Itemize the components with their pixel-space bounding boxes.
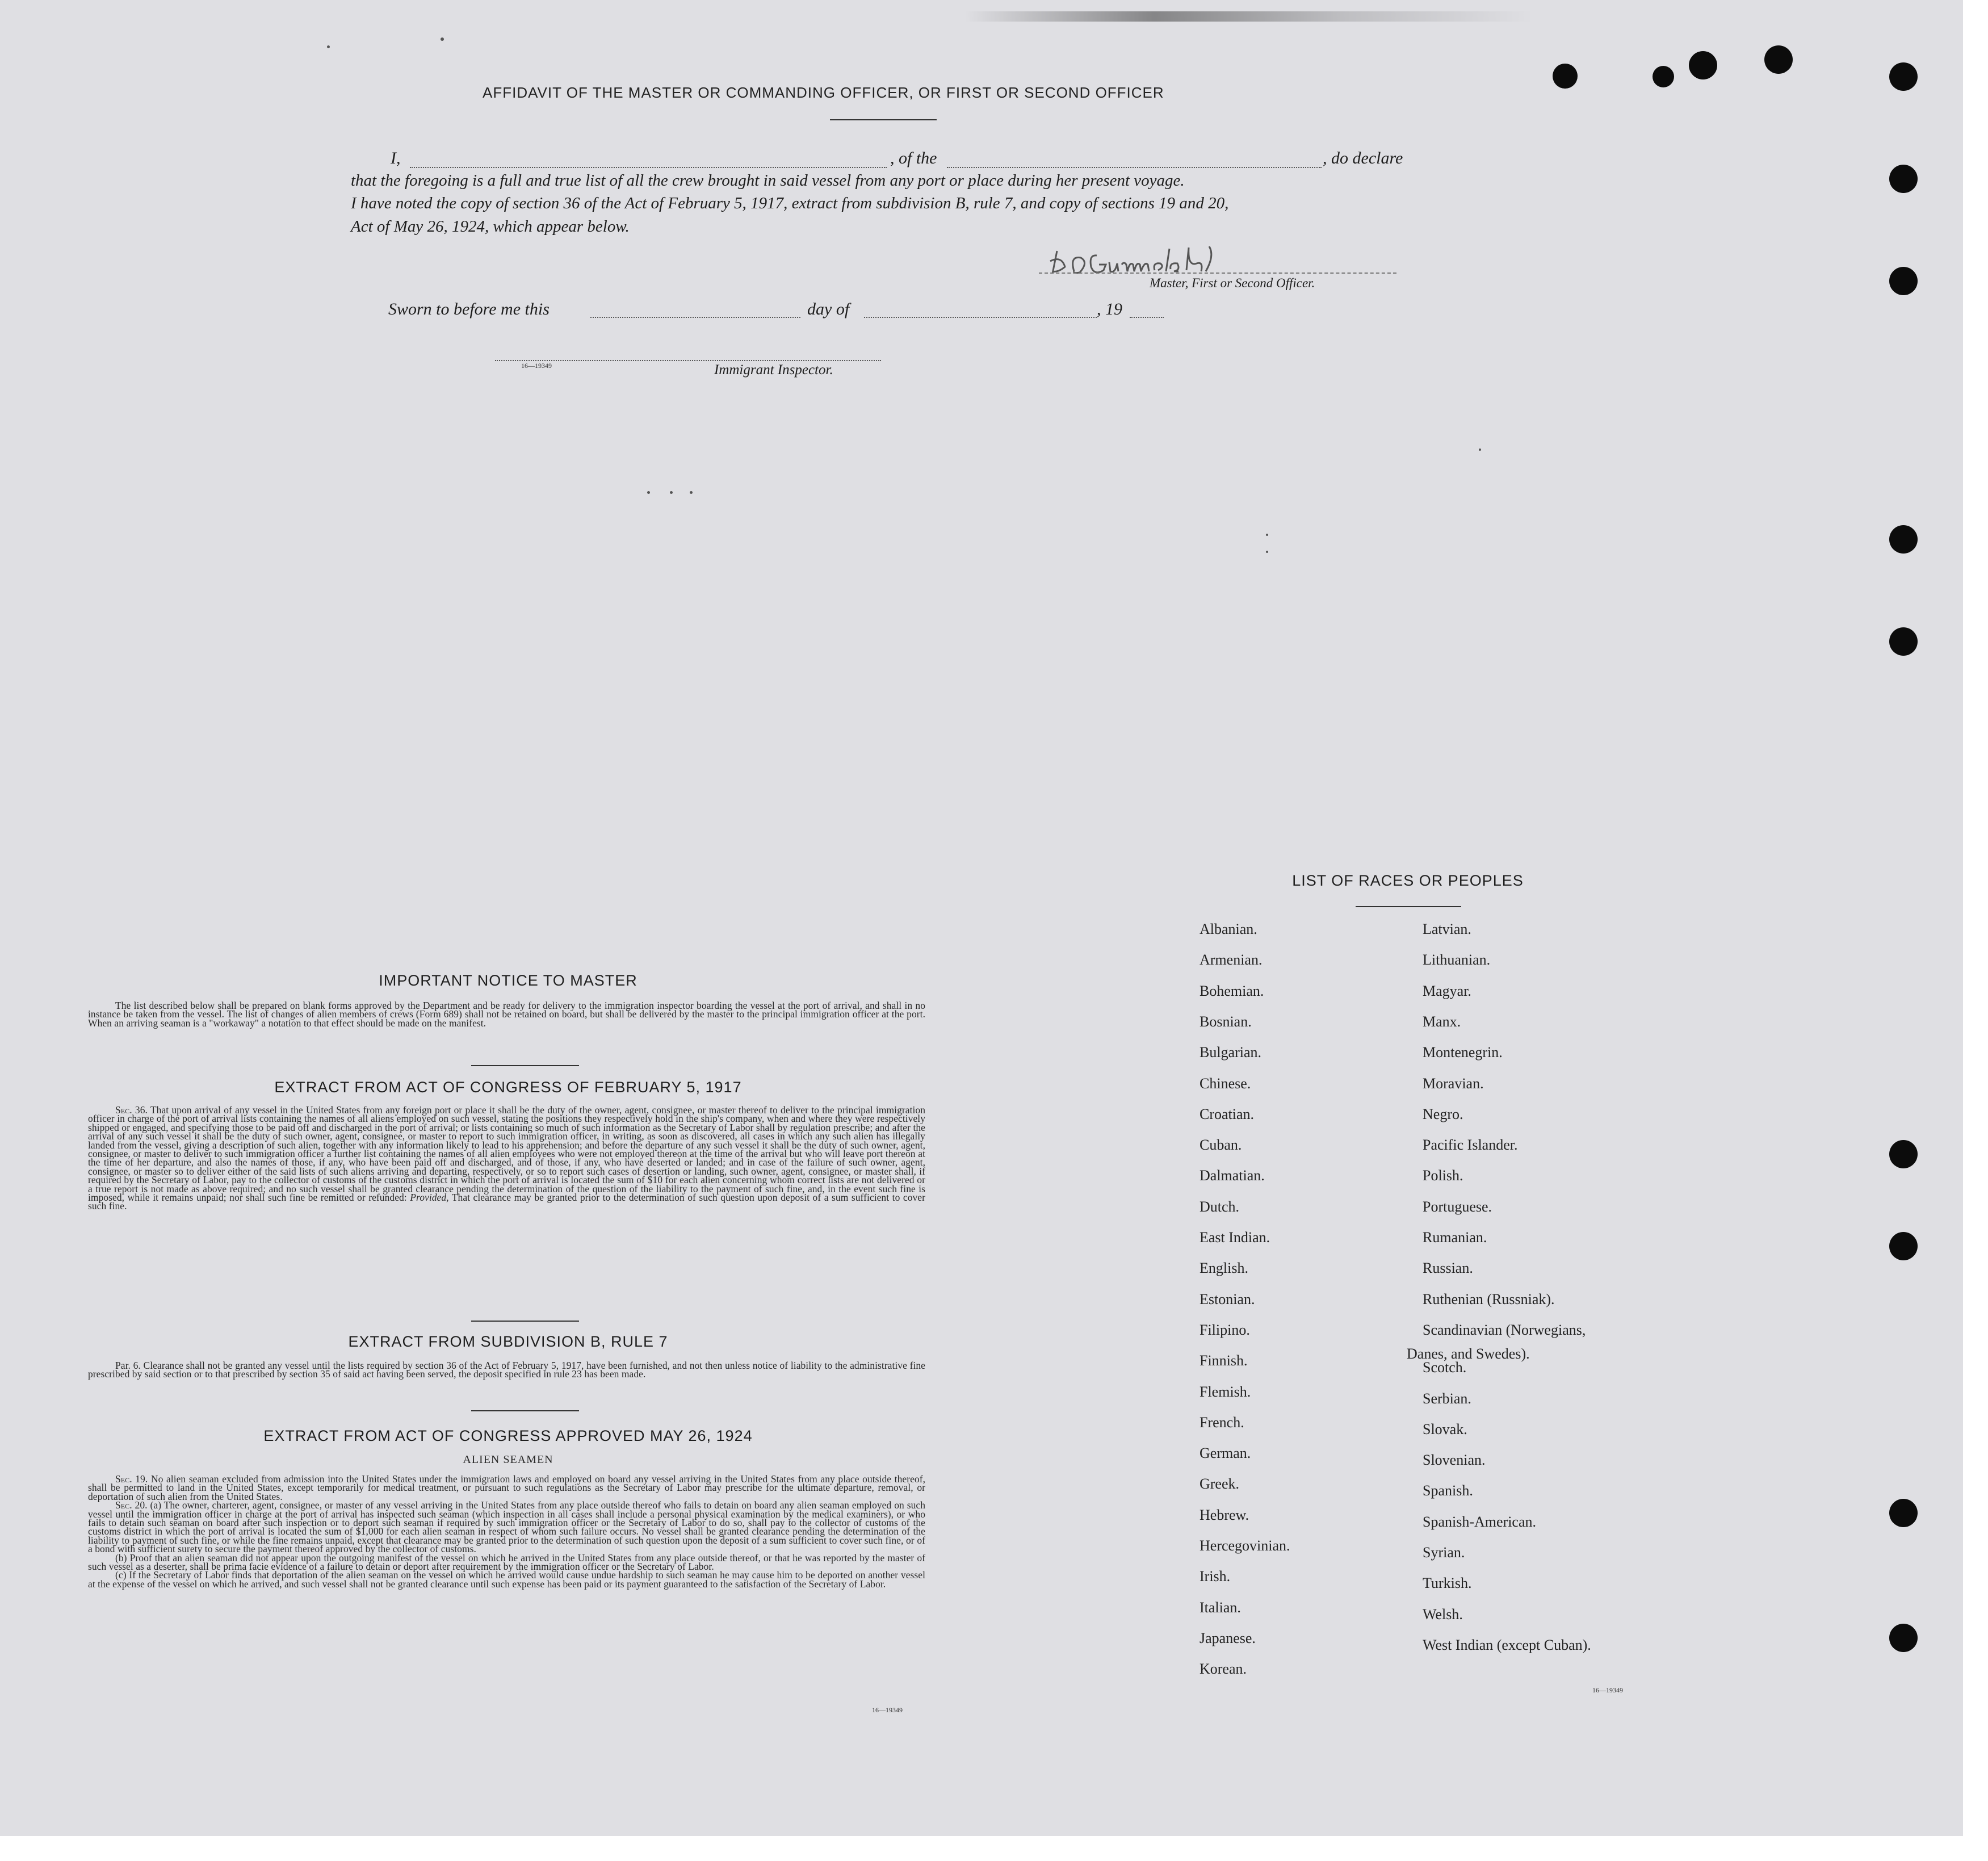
punch-hole (1889, 525, 1918, 554)
title-divider (830, 119, 937, 120)
race-item: Croatian. (1199, 1105, 1255, 1122)
scan-speck (1266, 551, 1268, 553)
race-item: Hercegovinian. (1199, 1537, 1290, 1554)
race-item: French. (1199, 1414, 1244, 1431)
proviso-text: That clearance may be granted prior to the determination of such question upon deposit of a sum sufficient to cover such fine. (88, 1192, 925, 1212)
inspector-caption: Immigrant Inspector. (714, 362, 833, 378)
race-item: Filipino. (1199, 1321, 1250, 1338)
scan-speck (690, 491, 693, 494)
year-label: , 19 (1097, 300, 1122, 318)
extract-form-number: 16—19349 (872, 1706, 903, 1714)
race-item: Hebrew. (1199, 1506, 1249, 1523)
affidavit-of-the-label: , of the (890, 149, 937, 167)
race-item: Pacific Islander. (1423, 1137, 1518, 1154)
section-divider (471, 1321, 579, 1322)
race-item: East Indian. (1199, 1229, 1270, 1246)
race-item: Bosnian. (1199, 1013, 1252, 1030)
day-of-label: day of (807, 300, 850, 318)
rule-7-text (88, 1361, 925, 1379)
sworn-label: Sworn to before me this (388, 300, 550, 318)
affidavit-declare-label: , do declare (1323, 149, 1403, 167)
rule-7-content: Par. 6. Clearance shall not be granted any vessel until the lists required by section 36 of the Act of February 5, 1917, have been furnished, and not then unless notice of liability to the administrative fine prescribed by said section or to that prescribed by section 35 of said act having been served, the deposit specified in rule 23 has been made. (88, 1360, 925, 1380)
sec-20-label: Sec. 20. (115, 1499, 148, 1511)
race-item: Japanese. (1199, 1629, 1256, 1646)
scan-speck (670, 491, 673, 494)
race-item: Spanish. (1423, 1482, 1473, 1499)
punch-hole (1889, 165, 1918, 193)
scan-edge-streak (965, 11, 1533, 22)
alien-seamen-subheading: ALIEN SEAMEN (463, 1453, 553, 1466)
affidavit-i-label: I, (391, 149, 401, 167)
punch-hole (1653, 66, 1674, 87)
scan-speck (647, 491, 650, 494)
race-item: Magyar. (1423, 982, 1471, 999)
race-item: Greek. (1199, 1476, 1240, 1493)
race-item: Dalmatian. (1199, 1167, 1265, 1184)
punch-hole (1764, 45, 1793, 74)
race-item: Latvian. (1423, 921, 1471, 937)
race-item: Bulgarian. (1199, 1044, 1262, 1061)
races-divider (1356, 906, 1461, 907)
race-item: Estonian. (1199, 1290, 1255, 1307)
sec-36-text: That upon arrival of any vessel in the United States from any foreign port or place it shall be the duty of the owner, agent, consignee, or master thereof to deliver to the principal immigration officer in charge of the port of arrival lists containing the names of all aliens employed on such vessel, stating the positions they respectively hold in the ship's company, when and where they were respectively shipped or engaged, and specifying those to be paid off and discharged in the port of arrival; or lists containing so much of such information as the Secretary of Labor shall by regulation prescribe; and after the arrival of any such vessel it shall be the duty of such owner, agent, consignee, or master to report to such immigration officer, in writing, as soon as discovered, all cases in which any such alien has illegally landed from the vessel, giving a description of such alien, together with any information likely to lead to his apprehension; and before the departure of any such vessel it shall be the duty of such owner, agent, consignee, or master to deliver to such immigration officer a further list containing the names of all alien employees who were not employed thereon at the time of the arrival but who will leave port thereon at the time of her departure, and also the names of those, if any, who have been paid off and discharged, and of those, if any, who have deserted or landed; and in case of the failure of such owner, agent, consignee, or master so to deliver either of the said lists of such aliens arriving and departing, respectively, or so to report such cases of desertion or landing, such owner, agent, consignee, or master shall, if required by the Secretary of Labor, pay to the collector of customs of the customs district in which the port of arrival is located the sum of $10 for each alien concerning whom correct lists are not delivered or a true report is not made as above required; and no such vessel shall be granted clearance pending the determination of the question of the liability to the payment of such fine, and, in the event such fine is imposed, while it remains unpaid; nor shall such fine be remitted or refunded: (88, 1104, 926, 1204)
scan-speck (1479, 449, 1481, 451)
race-item: Flemish. (1199, 1383, 1251, 1400)
section-divider (471, 1410, 579, 1411)
inspector-signature-line (495, 360, 881, 361)
section-divider (471, 1065, 579, 1066)
punch-hole (1889, 1624, 1918, 1652)
race-item: Russian. (1423, 1260, 1473, 1277)
sworn-month-blank (864, 317, 1097, 318)
race-item: Scotch. (1423, 1359, 1467, 1376)
race-item: Negro. (1423, 1105, 1463, 1122)
sec-19-text: No alien seaman excluded from admission into the United States under the immigration laws and employed on board any vessel arriving in the United States from any place outside thereof, shall be permitted to land in the United States, except temporarily for medical treatment, or pursuant to such regulations as the Secretary of Labor may prescribe for the ultimate departure, removal, or deportation of such alien from the United States. (88, 1473, 925, 1502)
race-item: Polish. (1423, 1167, 1463, 1184)
race-item: Slovenian. (1423, 1452, 1486, 1469)
affidavit-line-3: I have noted the copy of section 36 of the Act of February 5, 1917, extract from subdivision B, rule 7, and copy of sections 19 and 20, (351, 194, 1229, 212)
race-item: West Indian (except Cuban). (1423, 1636, 1591, 1653)
race-item: Spanish-American. (1423, 1513, 1537, 1530)
race-item: Manx. (1423, 1013, 1461, 1030)
punch-hole (1889, 1499, 1918, 1527)
punch-hole (1553, 64, 1578, 89)
punch-hole (1889, 267, 1918, 295)
signature-line (1039, 273, 1396, 274)
sec-20a-paragraph (88, 1501, 925, 1553)
sec-36-label: Sec. 36. (115, 1104, 148, 1116)
punch-hole (1889, 62, 1918, 91)
scan-speck (327, 45, 330, 48)
race-item: Turkish. (1423, 1575, 1472, 1592)
punch-hole (1689, 51, 1717, 79)
sec-19-label: Sec. 19. (115, 1473, 148, 1485)
affidavit-line-2: that the foregoing is a full and true list of all the crew brought in said vessel from any port or place during her present voyage. (351, 171, 1185, 190)
race-item: Ruthenian (Russniak). (1423, 1290, 1555, 1307)
race-item: Albanian. (1199, 921, 1257, 937)
vessel-blank (947, 167, 1322, 168)
sec-20a-text: (a) The owner, charterer, agent, consignee, or master of any vessel arriving in the United States from any place outside thereof who fails to detain on board any alien seaman employed on such vessel until the immigration officer in charge at the port of arrival has inspected such seaman (which inspection in all cases shall include a personal physical examination by the medical examiners), or who fails to detain such seaman on board after such inspection or to deport such seaman if required by such immigration officer or the Secretary of Labor to do so, shall pay to the collector of customs of the customs district in which the port of arrival is located the sum of $1,000 for each alien seaman in respect of whom such failure occurs. No vessel shall be granted clearance pending the determination of the liability to payment of such fine, or while the fine remains unpaid, except that clearance may be granted prior to the determination of such question upon the deposit of a sum sufficient to cover such fine, or of a bond with sufficient surety to secure the payment thereof approved by the collector of customs. (88, 1499, 925, 1555)
extract-1917-text (88, 1106, 925, 1211)
extract-1924-heading: EXTRACT FROM ACT OF CONGRESS APPROVED MAY 26, 1924 (263, 1427, 753, 1444)
race-item: Bohemian. (1199, 982, 1264, 999)
extract-1924-text (88, 1475, 925, 1588)
race-item: Scandinavian (Norwegians, (1423, 1321, 1586, 1338)
race-item: Serbian. (1423, 1390, 1471, 1407)
race-item: Finnish. (1199, 1352, 1248, 1369)
race-item: Irish. (1199, 1568, 1231, 1585)
race-item: Chinese. (1199, 1075, 1251, 1092)
name-blank (410, 167, 887, 168)
sec-20c-paragraph: (c) If the Secretary of Labor finds that deportation of the alien seaman on the vessel on which he arrived would cause undue hardship to such seaman he may cause him to be deported on another vessel at the expense of the vessel on which he arrived, and such vessel shall not be granted clearance until such expense has been paid or its payment guaranteed to the satisfaction of the Secretary of Labor. (88, 1569, 925, 1590)
race-item: Slovak. (1423, 1420, 1467, 1437)
race-item: Lithuanian. (1423, 952, 1491, 969)
scan-speck (441, 37, 444, 41)
affidavit-line-4: Act of May 26, 1924, which appear below. (351, 217, 630, 236)
races-form-number: 16—19349 (1592, 1686, 1623, 1694)
races-heading: LIST OF RACES OR PEOPLES (1292, 872, 1524, 889)
scan-speck (1266, 534, 1268, 536)
sworn-day-blank (590, 317, 800, 318)
notice-text-content: The list described below shall be prepared on blank forms approved by the Department and be ready for delivery to the immigration inspector boarding the vessel at the port of arrival, and shall in no instance be taken from the vessel. The list of changes of alien members of crews (Form 689) shall not be retained on board, but shall be delivered by the master to the principal immigration officer at the port. When an arriving seaman is a "workaway" a notation to that effect should be made on the manifest. (88, 1000, 925, 1029)
sec-19-paragraph (88, 1475, 925, 1501)
race-item: Welsh. (1423, 1606, 1463, 1623)
race-item: Montenegrin. (1423, 1044, 1503, 1061)
punch-hole (1889, 627, 1918, 656)
notice-heading: IMPORTANT NOTICE TO MASTER (379, 972, 637, 989)
race-item: Italian. (1199, 1599, 1241, 1616)
extract-1917-heading: EXTRACT FROM ACT OF CONGRESS OF FEBRUARY 5, 1917 (274, 1079, 742, 1096)
sworn-year-blank (1130, 317, 1164, 318)
race-item: Rumanian. (1423, 1229, 1487, 1246)
affidavit-form-number: 16—19349 (521, 362, 552, 370)
punch-hole (1889, 1232, 1918, 1260)
proviso-label: Provided, (410, 1192, 449, 1204)
rule-7-heading: EXTRACT FROM SUBDIVISION B, RULE 7 (348, 1333, 668, 1350)
punch-hole (1889, 1140, 1918, 1168)
race-item: Armenian. (1199, 952, 1263, 969)
race-item: Danes, and Swedes). (1407, 1345, 1530, 1362)
affidavit-title: AFFIDAVIT OF THE MASTER OR COMMANDING OFFICER, OR FIRST OR SECOND OFFICER (483, 84, 1164, 101)
race-item: Moravian. (1423, 1075, 1484, 1092)
notice-text (88, 1001, 925, 1028)
race-item: Syrian. (1423, 1544, 1465, 1561)
race-item: Korean. (1199, 1661, 1247, 1678)
race-item: Cuban. (1199, 1137, 1242, 1154)
race-item: German. (1199, 1445, 1251, 1462)
signature-caption: Master, First or Second Officer. (1150, 276, 1315, 290)
race-item: Portuguese. (1423, 1198, 1492, 1215)
race-item: English. (1199, 1260, 1248, 1277)
race-item: Dutch. (1199, 1198, 1240, 1215)
sec-20b-paragraph: (b) Proof that an alien seaman did not appear upon the outgoing manifest of the vessel on which he arrived in the United States from any place outside thereof, or that he was reported by the master of such vessel as a deserter, shall be prima facie evidence of a failure to detain or deport after requirement by the immigration officer or the Secretary of Labor. (88, 1552, 925, 1573)
